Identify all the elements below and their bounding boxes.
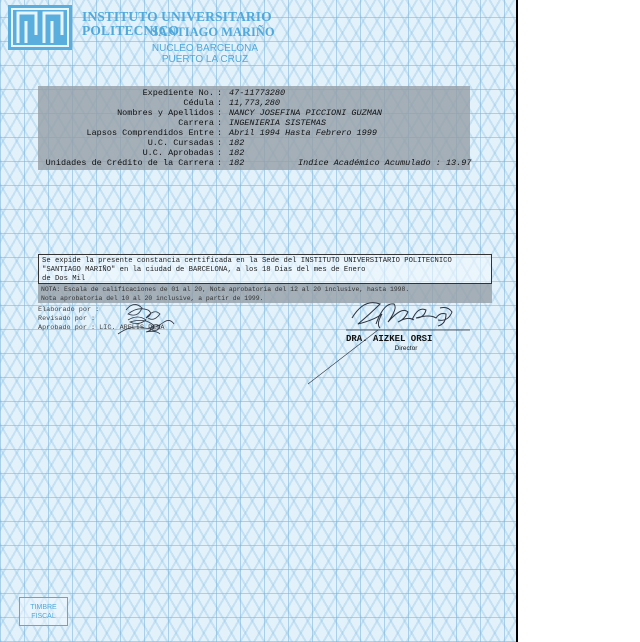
institute-logo [8, 5, 72, 50]
record-value: 11,773,280 [229, 98, 281, 108]
record-row-unidades-credito: Unidades de Crédito de la Carrera : 182 Indice Académico Acumulado : 13.97 [45, 158, 472, 168]
record-row-uc-cursadas: U.C. Cursadas : 182 [147, 138, 245, 148]
aprobado-label: Aprobado por : LIC. ARELIS PENA [38, 324, 165, 332]
record-row-carrera: Carrera : INGENIERIA SISTEMAS [178, 118, 326, 128]
record-label: Carrera [178, 118, 214, 128]
gpa-summary [298, 158, 471, 169]
record-value: 182 [229, 138, 245, 148]
institute-name: INSTITUTO UNIVERSITARIO POLITECNICO [82, 9, 272, 38]
certification-line2: "SANTIAGO MARIÑO" en la ciudad de BARCELONA, a los 18 Dias del mes de Enero [42, 266, 366, 274]
record-row-expediente: Expediente No. : 47-11773280 [142, 88, 286, 98]
certification-statement [38, 254, 492, 284]
nucleo-location [130, 43, 280, 65]
student-record-panel [38, 86, 470, 170]
tax-stamp-box [19, 597, 68, 626]
certification-line3: de Dos Mil [42, 275, 86, 283]
director-name: DRA. AIZKEL ORSI [346, 334, 433, 344]
record-value: INGENIERIA SISTEMAS [229, 118, 326, 128]
record-row-nombres: Nombres y Apellidos : NANCY JOSEFINA PICCIONI GUZMAN [117, 108, 383, 118]
certification-line1: Se expide la presente constancia certificada en la Sede del INSTITUTO UNIVERSITARIO POLITECNICO [42, 257, 452, 265]
record-row-lapsos: Lapsos Comprendidos Entre : Abril 1994 Hasta Febrero 1999 [86, 128, 377, 138]
record-label: Cédula [183, 98, 214, 108]
nucleo-line2: PUERTO LA CRUZ [161, 54, 249, 65]
record-label: Nombres y Apellidos [117, 108, 214, 118]
record-label: Expediente No. [142, 88, 214, 98]
record-value: NANCY JOSEFINA PICCIONI GUZMAN [229, 108, 383, 118]
campus-name: SANTIAGO MARIÑO [151, 25, 275, 39]
record-label: Lapsos Comprendidos Entre [86, 128, 214, 138]
signature-labels [38, 306, 164, 333]
stamp-line1: TIMBRE [30, 604, 57, 611]
nucleo-line1: NUCLEO BARCELONA [151, 43, 259, 54]
grading-note-line2: Nota aprobatoria del 10 al 20 inclusive, a partir de 1999. [41, 295, 264, 302]
record-row-uc-aprobadas: U.C. Aprobadas : 182 [142, 148, 245, 158]
record-value: 182 [229, 148, 245, 158]
record-label: U.C. Cursadas [147, 138, 214, 148]
revisado-label: Revisado por : [38, 315, 96, 323]
record-value: 47-11773280 [229, 88, 286, 98]
gpa-value: 13.97 [445, 158, 472, 168]
stamp-line2: FISCAL [31, 613, 56, 620]
record-label: Unidades de Crédito de la Carrera [45, 158, 214, 168]
grading-note [38, 284, 492, 303]
page-edge [516, 0, 518, 642]
record-value: Abril 1994 Hasta Febrero 1999 [229, 128, 377, 138]
gpa-label: Indice Académico Acumulado : [298, 158, 441, 168]
grading-note-line1: NOTA: Escala de calificaciones de 01 al 20, Nota aprobatoria del 12 al 20 inclusive, hasta 1998. [41, 286, 410, 293]
record-label: U.C. Aprobadas [142, 148, 214, 158]
record-value: 182 [229, 158, 245, 168]
elaborado-label: Elaborado por : [38, 306, 100, 314]
record-row-cedula: Cédula : 11,773,280 [183, 98, 281, 108]
director-title: Director [394, 345, 418, 352]
